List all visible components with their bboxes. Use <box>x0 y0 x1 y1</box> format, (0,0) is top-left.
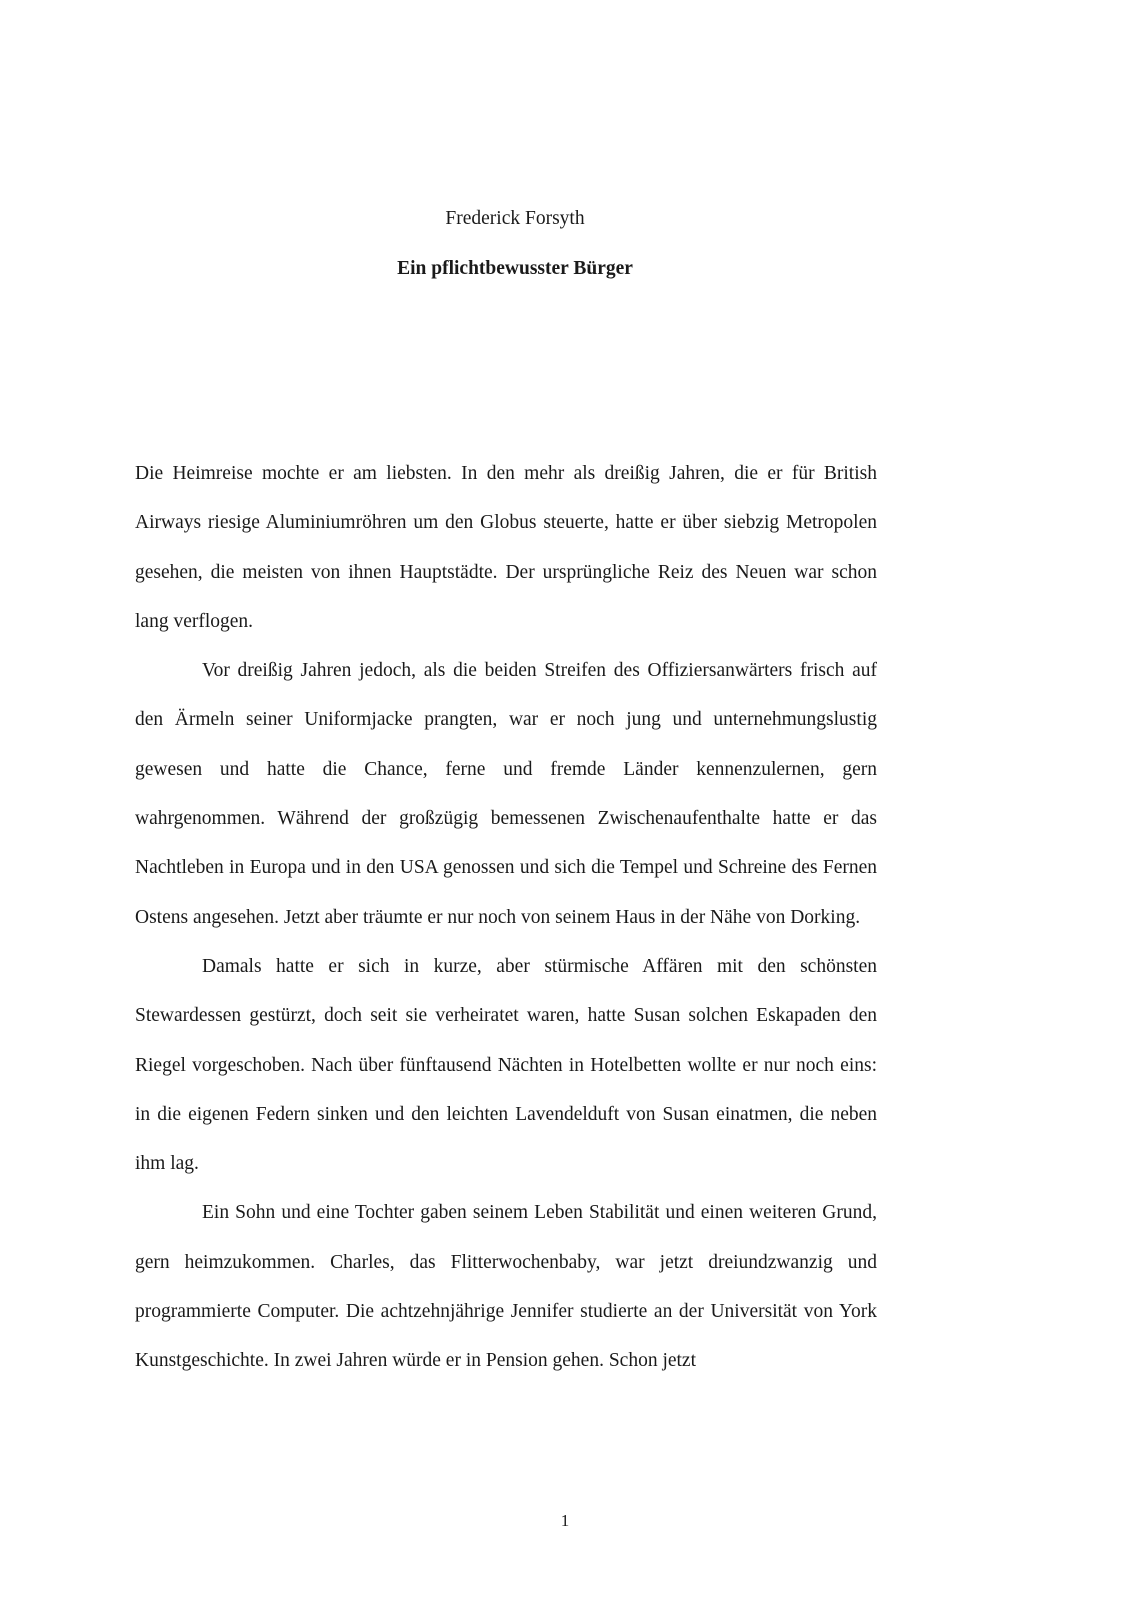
author-name: Frederick Forsyth <box>445 208 585 229</box>
page-number: 1 <box>560 1511 570 1530</box>
paragraph-1: Die Heimreise mochte er am liebsten. In den mehr als dreißig Jahren, die er für British Airways riesige Aluminiumröhren um den Globus steuerte, hatte er über siebzig Metropolen gesehen, die meisten von ihnen Hauptstädte. Der ursprüngliche Reiz des Neuen war schon lang verflogen. <box>135 463 877 632</box>
paragraph-3: Damals hatte er sich in kurze, aber stürmische Affären mit den schönsten Stewardessen gestürzt, doch seit sie verheiratet waren, hatte Susan solchen Eskapaden den Riegel vorgeschoben. Nach über fünftausend Nächten in Hotelbetten wollte er nur noch eins: in die eigenen Federn sinken und den leichten Lavendelduft von Susan einatmen, die neben ihm lag. <box>135 955 877 1175</box>
story-title: Ein pflichtbewusster Bürger <box>397 258 633 279</box>
body-text <box>135 449 877 1386</box>
paragraph-2: Vor dreißig Jahren jedoch, als die beiden Streifen des Offiziersanwärters frisch auf den Ärmeln seiner Uniformjacke prangten, war er noch jung und unternehmungslustig gewesen und hatte die Chance, ferne und fremde Länder kennenzulernen, gern wahrgenommen. Während der großzügig bemessenen Zwischenaufenthalte hatte er das Nachtleben in Europa und in den USA genossen und sich die Tempel und Schreine des Fernen Ostens angesehen. Jetzt aber träumte er nur noch von seinem Haus in der Nähe von Dorking. <box>135 660 877 928</box>
paragraph-4: Ein Sohn und eine Tochter gaben seinem Leben Stabilität und einen weiteren Grund, gern heimzukommen. Charles, das Flitterwochenbaby, war jetzt dreiundzwanzig und programmierte Computer. Die achtzehnjährige Jennifer studierte an der Universität von York Kunstgeschichte. In zwei Jahren würde er in Pension gehen. Schon jetzt <box>135 1202 877 1372</box>
